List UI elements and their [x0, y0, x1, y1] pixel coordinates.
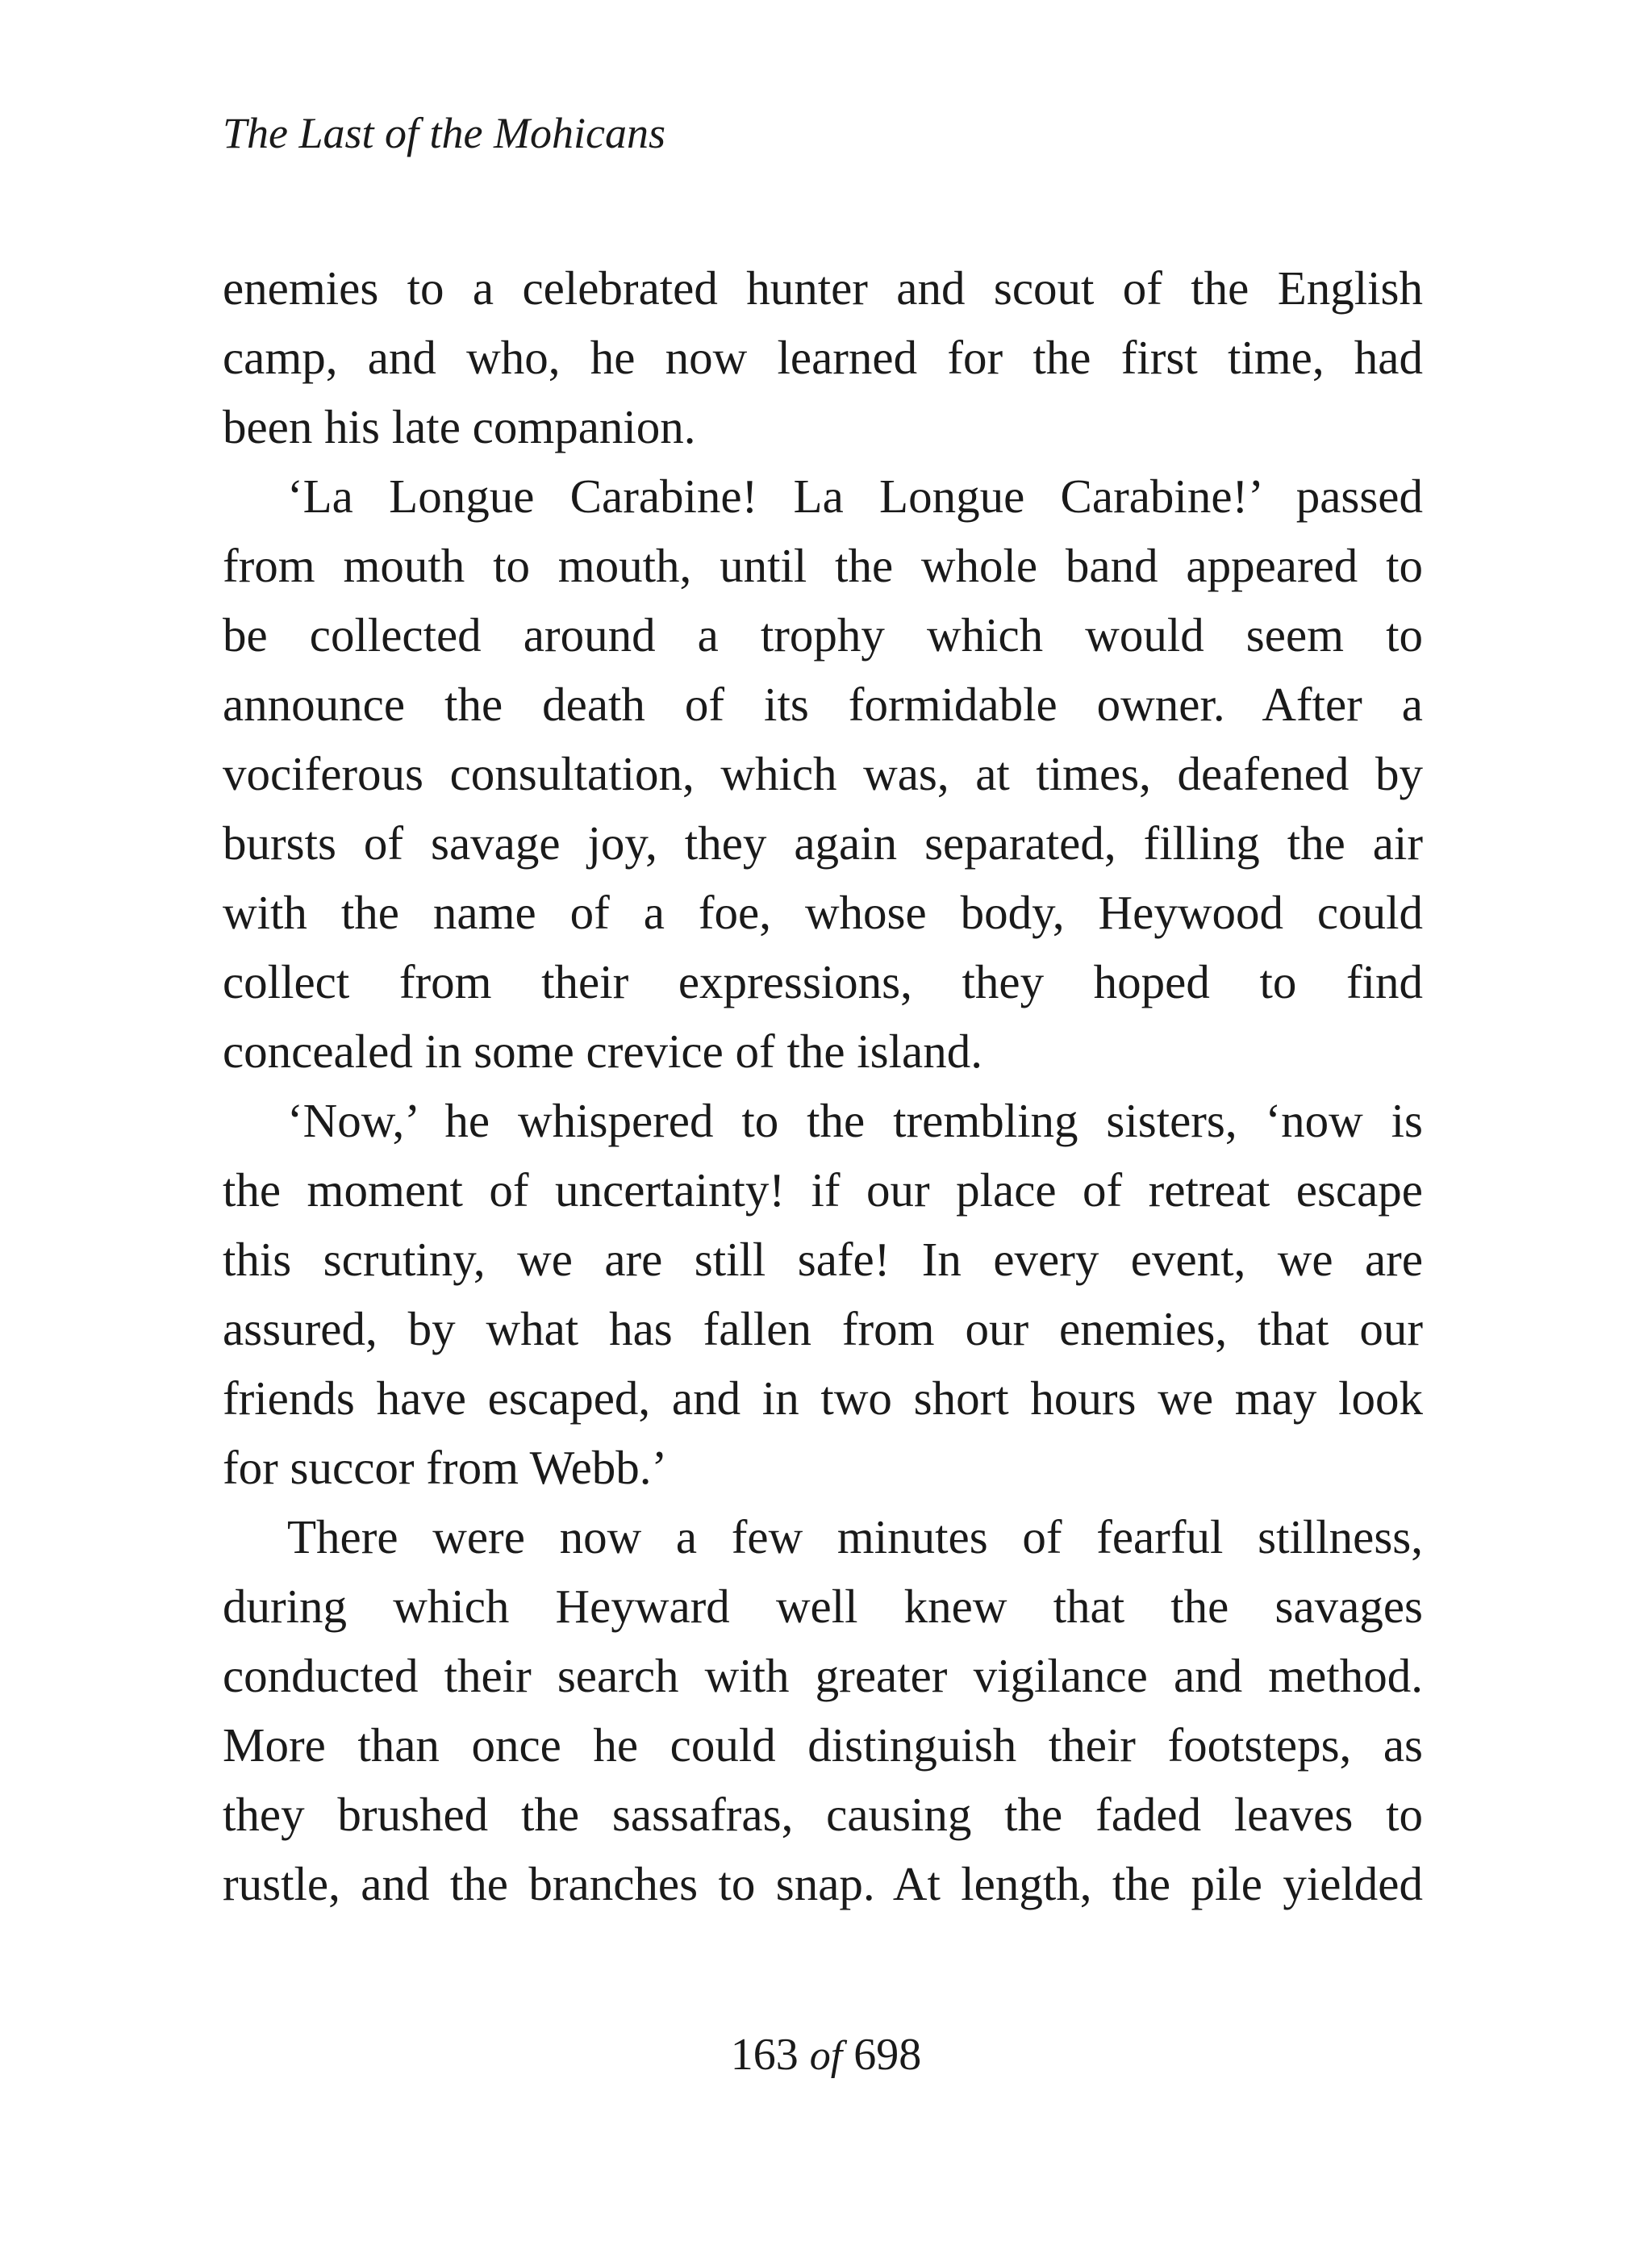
text-line: for succor from Webb.’: [223, 1441, 668, 1494]
text-line: during which Heyward well knew that the savages: [223, 1580, 1423, 1633]
text-line: More than once he could distinguish their footsteps, as: [223, 1718, 1423, 1772]
current-page: 163: [730, 2030, 799, 2080]
text-line: be collected around a trophy which would seem to: [223, 608, 1423, 662]
page-number: [0, 2027, 1652, 2085]
text-line: announce the death of its formidable owner. After a: [223, 678, 1423, 731]
text-line: from mouth to mouth, until the whole band appeared to: [223, 539, 1423, 592]
body-text: [223, 253, 1423, 1918]
paragraph: [223, 253, 1423, 461]
text-line: bursts of savage joy, they again separated, filling the air: [223, 816, 1423, 870]
text-line: this scrutiny, we are still safe! In every event, we are: [223, 1233, 1423, 1286]
text-line: concealed in some crevice of the island.: [223, 1025, 982, 1078]
text-line: the moment of uncertainty! if our place of retreat escape: [223, 1163, 1423, 1217]
text-line: friends have escaped, and in two short hours we may look: [223, 1371, 1423, 1425]
text-line: they brushed the sassafras, causing the faded leaves to: [223, 1788, 1423, 1841]
text-line: camp, and who, he now learned for the first time, had: [223, 331, 1423, 384]
text-line: ‘La Longue Carabine! La Longue Carabine!’ passed: [287, 470, 1423, 523]
text-line: rustle, and the branches to snap. At length, the pile yielded: [223, 1857, 1423, 1910]
text-line: with the name of a foe, whose body, Heywood could: [223, 886, 1423, 939]
page-of-label: of: [809, 2033, 843, 2079]
text-line: assured, by what has fallen from our enemies, that our: [223, 1302, 1423, 1355]
text-line: collect from their expressions, they hoped to find: [223, 955, 1423, 1008]
text-line: been his late companion.: [223, 400, 696, 453]
text-line: enemies to a celebrated hunter and scout of the English: [223, 261, 1423, 315]
paragraph: [223, 1086, 1423, 1502]
paragraph: [223, 461, 1423, 1086]
text-line: ‘Now,’ he whispered to the trembling sisters, ‘now is: [287, 1094, 1423, 1147]
text-line: There were now a few minutes of fearful stillness,: [287, 1510, 1423, 1563]
text-line: vociferous consultation, which was, at times, deafened by: [223, 747, 1423, 800]
text-line: conducted their search with greater vigilance and method.: [223, 1649, 1423, 1702]
paragraph: [223, 1502, 1423, 1918]
total-pages: 698: [853, 2030, 922, 2080]
running-head: The Last of the Mohicans: [223, 109, 665, 157]
